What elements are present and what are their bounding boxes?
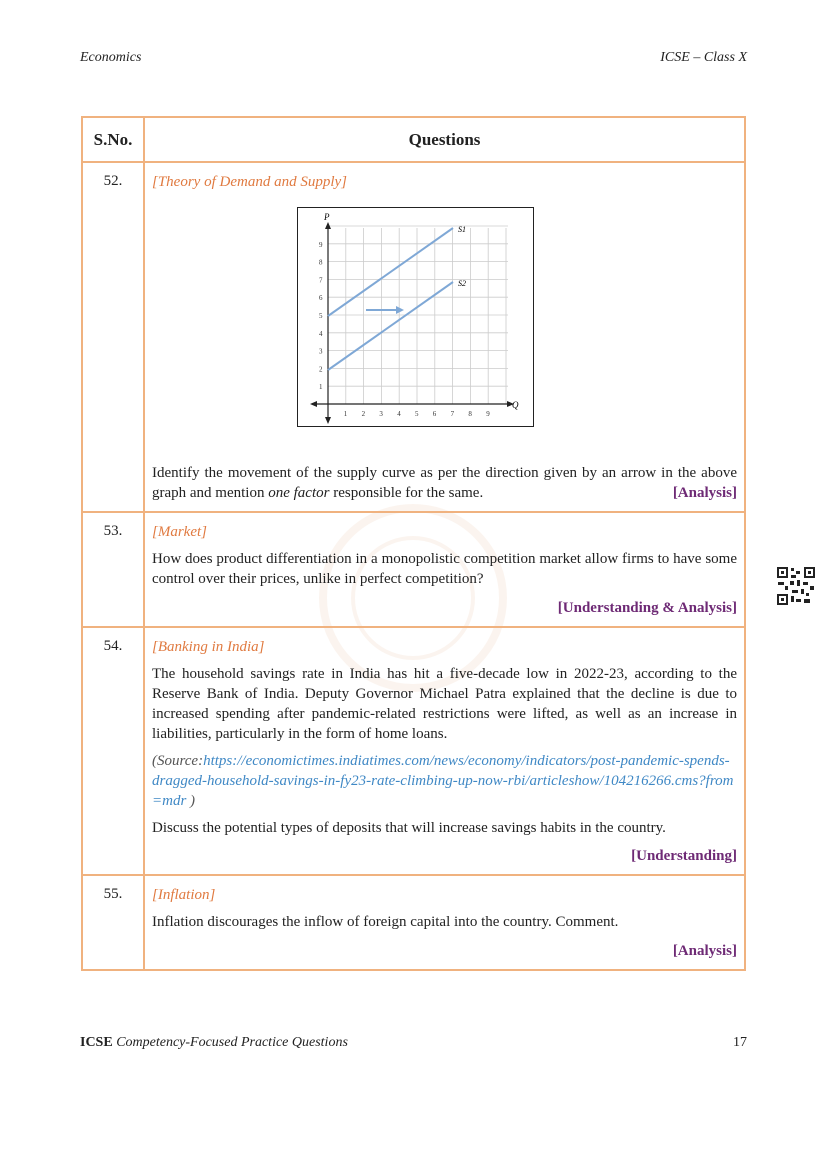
question-text-b: responsible for the same. <box>329 485 484 501</box>
x-tick-label: 7 <box>450 410 455 418</box>
question-text: How does product differentiation in a monopolistic competition market allow firms to have some control over their prices, unlike in perfect competition? <box>152 551 737 587</box>
question-number: 53. <box>82 512 144 627</box>
supply-graph-svg <box>298 208 533 426</box>
header-subject: Economics <box>80 50 142 65</box>
y-tick-label: 6 <box>319 294 323 303</box>
page-number: 17 <box>733 1035 747 1050</box>
footer-title <box>80 1035 348 1051</box>
supply-curve-s1 <box>328 228 453 316</box>
qr-code-icon <box>776 566 816 606</box>
col-sno-header: S.No. <box>82 117 144 162</box>
skill-tag: [Understanding & Analysis] <box>557 600 737 616</box>
shift-arrow-head <box>396 306 404 314</box>
skill-tag: [Analysis] <box>672 943 737 959</box>
question-number: 52. <box>82 162 144 512</box>
header-class: ICSE – Class X <box>660 50 747 65</box>
skill-tag: [Analysis] <box>672 485 737 501</box>
y-axis-label: P <box>324 212 330 222</box>
y-tick-label: 5 <box>319 312 323 320</box>
x-tick-label: 6 <box>432 410 437 418</box>
question-number: 54. <box>82 627 144 875</box>
question-number: 55. <box>82 875 144 970</box>
question-topic: [Market] <box>152 524 207 540</box>
question-topic: [Inflation] <box>152 887 216 903</box>
x-tick-label: 2 <box>361 410 366 418</box>
question-row-53 <box>82 512 745 627</box>
skill-tag: [Understanding] <box>631 848 737 864</box>
s2-label: S2 <box>458 279 466 288</box>
col-questions-header: Questions <box>144 117 745 162</box>
x-tick-label: 3 <box>379 410 383 418</box>
x-tick-label: 8 <box>468 410 472 418</box>
question-topic: [Banking in India] <box>152 639 265 655</box>
table-header-row <box>82 117 745 162</box>
source-link[interactable]: https://economictimes.indiatimes.com/news/economy/indicators/post-pandemic-spends-dragged-household-savings-in-fy23-rate-climbing-up-now-rbi/articleshow/104216266.cms?from=mdr <box>152 753 734 809</box>
x-tick-label: 9 <box>486 410 490 418</box>
y-tick-label: 1 <box>319 383 323 392</box>
question-body <box>144 627 745 875</box>
question-text: The household savings rate in India has hit a five-decade low in 2022-23, according to the Reserve Bank of India. Deputy Governor Michael Patra explained that the decline is due to increased spending after pandemic-related restrictions were lifted, as well as an increase in liabilities, particularly in the form of home loans. <box>152 666 737 742</box>
x-tick-label: 5 <box>415 410 419 418</box>
question-topic: [Theory of Demand and Supply] <box>152 174 347 190</box>
y-tick-label: 2 <box>319 365 323 374</box>
y-tick-label: 3 <box>319 347 323 356</box>
y-tick-label: 8 <box>319 258 323 267</box>
s1-label: S1 <box>458 225 466 234</box>
footer-doc-title: Competency-Focused Practice Questions <box>116 1035 348 1050</box>
source-suffix: ) <box>186 793 196 809</box>
x-tick-label: 1 <box>343 410 348 418</box>
question-body <box>144 512 745 627</box>
question-text-emphasis: one factor <box>268 485 330 501</box>
source-citation <box>152 751 737 811</box>
x-axis-label: Q <box>512 400 519 410</box>
question-body <box>144 875 745 970</box>
question-text: Inflation discourages the inflow of foreign capital into the country. Comment. <box>152 914 619 930</box>
x-tick-label: 4 <box>397 410 401 418</box>
supply-graph <box>297 207 534 427</box>
question-row-55 <box>82 875 745 970</box>
y-tick-label: 4 <box>319 329 323 338</box>
question-text <box>152 463 737 503</box>
source-prefix: (Source: <box>152 753 204 769</box>
question-row-52 <box>82 162 745 512</box>
question-text-a: Identify the movement of the supply curve as per the direction given by an arrow in the above graph and mention <box>152 465 737 501</box>
question-row-54 <box>82 627 745 875</box>
y-tick-label: 7 <box>319 276 323 285</box>
supply-curve-s2 <box>328 282 453 370</box>
footer-brand: ICSE <box>80 1035 113 1050</box>
y-tick-label: 9 <box>319 240 323 249</box>
question-prompt: Discuss the potential types of deposits that will increase savings habits in the country. <box>152 820 666 836</box>
question-body <box>144 162 745 512</box>
questions-table <box>81 116 746 971</box>
